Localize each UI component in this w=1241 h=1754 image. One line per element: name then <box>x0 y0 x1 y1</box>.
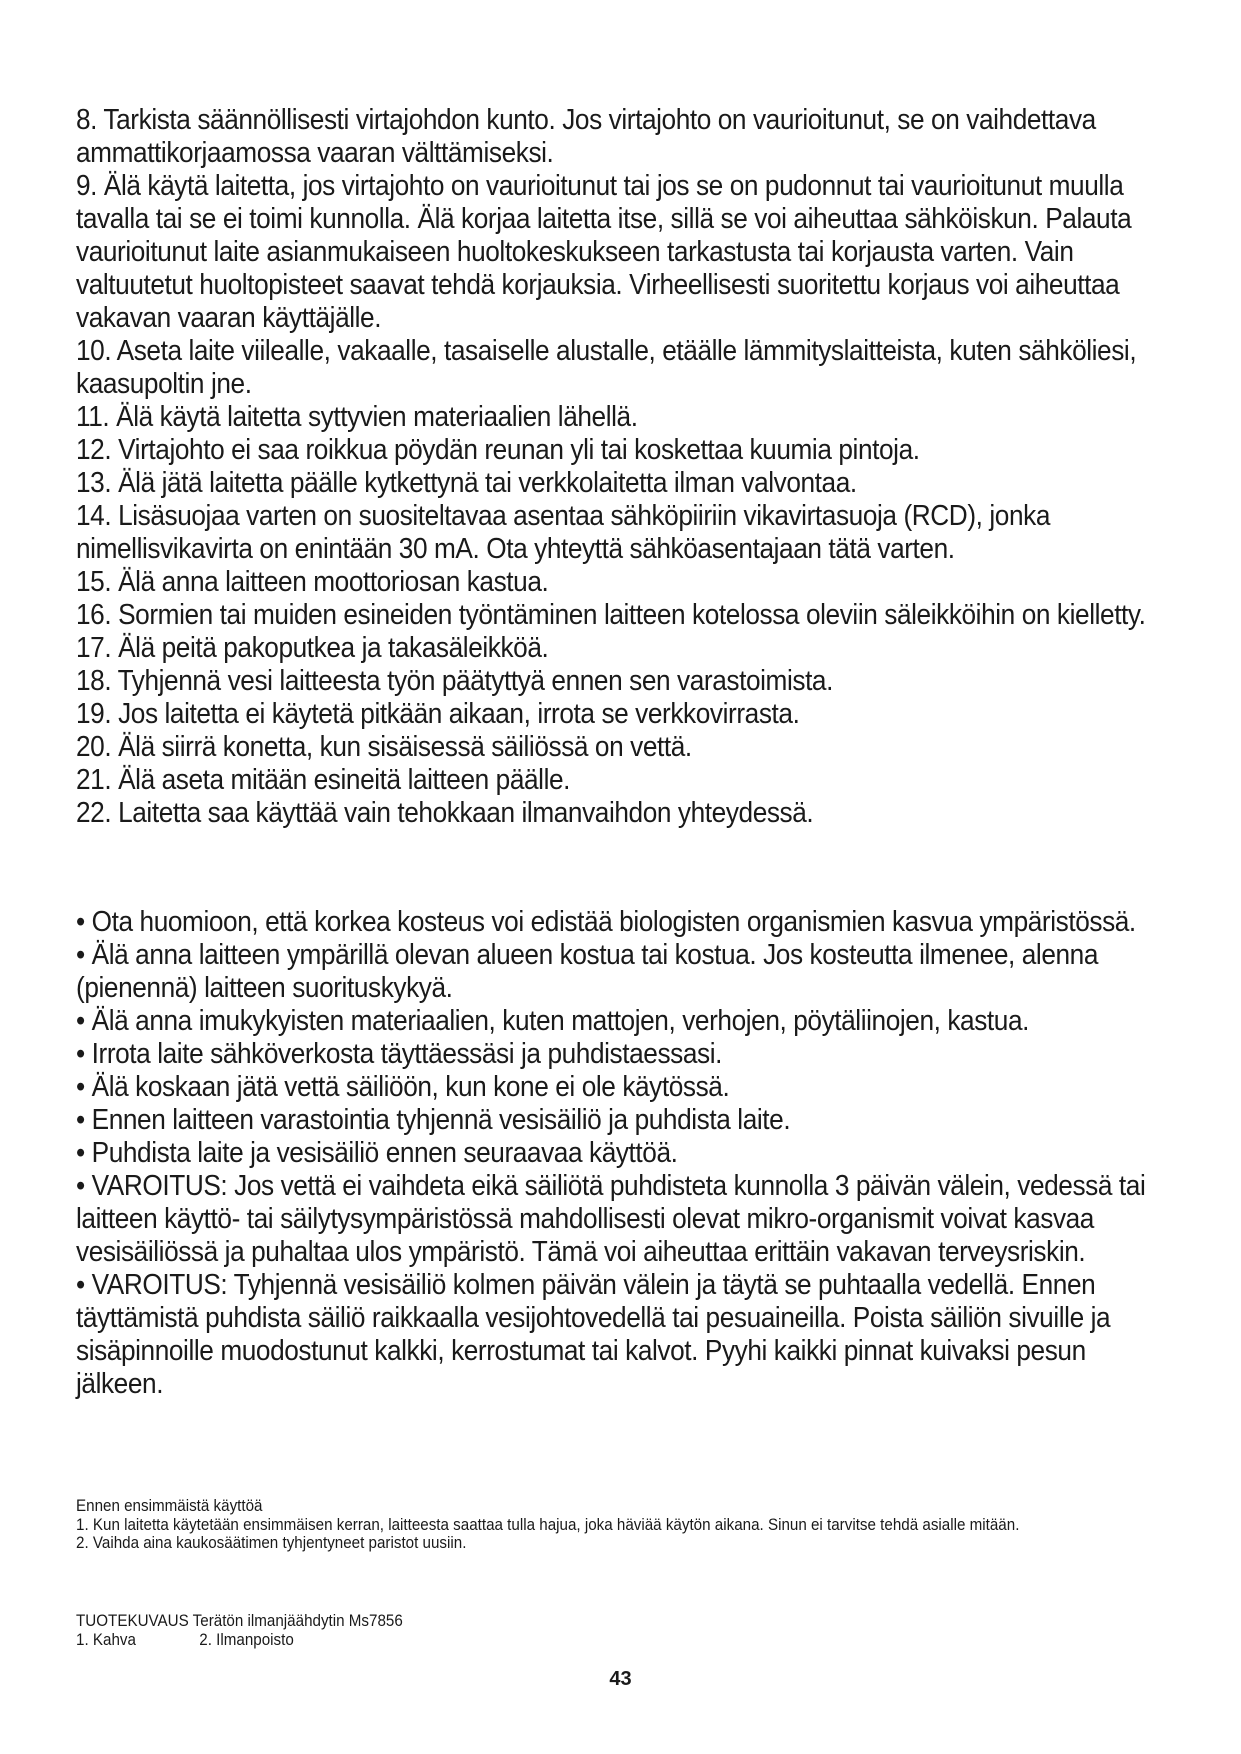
first-use-section <box>76 1497 1166 1553</box>
product-description-section <box>76 1612 1166 1649</box>
first-use-heading: Ennen ensimmäistä käyttöä <box>76 1497 263 1515</box>
safety-rules-list <box>76 104 1166 830</box>
part-label: 2. Ilmanpoisto <box>199 1630 294 1649</box>
bullet-item: • Älä anna laitteen ympärillä olevan alueen kostua tai kostua. Jos kosteutta ilmenee, alenna (pienennä) laitteen suorituskykyä. <box>76 939 1099 1004</box>
bullet-notes-list <box>76 906 1166 1401</box>
part-label: 1. Kahva <box>76 1630 136 1649</box>
rule-item: 16. Sormien tai muiden esineiden työntäminen laitteen kotelossa oleviin säleikköihin on kielletty. <box>76 599 1146 631</box>
rule-item: 20. Älä siirrä konetta, kun sisäisessä säiliössä on vettä. <box>76 731 692 763</box>
bullet-item: • VAROITUS: Jos vettä ei vaihdeta eikä säiliötä puhdisteta kunnolla 3 päivän välein, vedessä tai laitteen käyttö- tai säilytysympäristössä mahdollisesti olevat mikro-organismit voivat kasvaa vesisäiliössä ja puhaltaa ulos ympäristö. Tämä voi aiheuttaa erittäin vakavan terveysriskin. <box>76 1170 1146 1268</box>
parts-row <box>76 1631 1166 1650</box>
rule-item: 10. Aseta laite viilealle, vakaalle, tasaiselle alustalle, etäälle lämmityslaitteista, kuten sähköliesi, kaasupoltin jne. <box>76 335 1137 400</box>
bullet-item: • Älä anna imukykyisten materiaalien, kuten mattojen, verhojen, pöytäliinojen, kastua. <box>76 1005 1030 1037</box>
bullet-item: • Älä koskaan jätä vettä säiliöön, kun kone ei ole käytössä. <box>76 1071 730 1103</box>
rule-item: 13. Älä jätä laitetta päälle kytkettynä tai verkkolaitetta ilman valvontaa. <box>76 467 857 499</box>
bullet-item: • Ennen laitteen varastointia tyhjennä vesisäiliö ja puhdista laite. <box>76 1104 791 1136</box>
page-number: 43 <box>609 1668 632 1690</box>
rule-item: 8. Tarkista säännöllisesti virtajohdon kunto. Jos virtajohto on vaurioitunut, se on vaihdettava ammattikorjaamossa vaaran välttämiseksi. <box>76 104 1096 169</box>
bullet-item: • Ota huomioon, että korkea kosteus voi edistää biologisten organismien kasvua ympäristössä. <box>76 906 1136 938</box>
rule-item: 14. Lisäsuojaa varten on suositeltavaa asentaa sähköpiiriin vikavirtasuoja (RCD), jonka nimellisvikavirta on enintään 30 mA. Ota yhteyttä sähköasentajaan tätä varten. <box>76 500 1050 565</box>
rule-item: 22. Laitetta saa käyttää vain tehokkaan ilmanvaihdon yhteydessä. <box>76 797 814 829</box>
rule-item: 9. Älä käytä laitetta, jos virtajohto on vaurioitunut tai jos se on pudonnut tai vaurioitunut muulla tavalla tai se ei toimi kunnolla. Älä korjaa laitetta itse, sillä se voi aiheuttaa sähköiskun. Palauta vaurioitunut laite asianmukaiseen huoltokeskukseen tarkastusta tai korjausta varten. Vain valtuutetut huoltopisteet saavat tehdä korjauksia. Virheellisesti suoritettu korjaus voi aiheuttaa vakavan vaaran käyttäjälle. <box>76 170 1132 334</box>
rule-item: 12. Virtajohto ei saa roikkua pöydän reunan yli tai koskettaa kuumia pintoja. <box>76 434 920 466</box>
first-use-item: 1. Kun laitetta käytetään ensimmäisen kerran, laitteesta saattaa tulla hajua, joka häviää käytön aikana. Sinun ei tarvitse tehdä asialle mitään. <box>76 1515 1020 1534</box>
rule-item: 21. Älä aseta mitään esineitä laitteen päälle. <box>76 764 571 796</box>
product-description-heading: TUOTEKUVAUS Terätön ilmanjäähdytin Ms7856 <box>76 1612 403 1630</box>
rule-item: 11. Älä käytä laitetta syttyvien materiaalien lähellä. <box>76 401 638 433</box>
bullet-item: • VAROITUS: Tyhjennä vesisäiliö kolmen päivän välein ja täytä se puhtaalla vedellä. Ennen täyttämistä puhdista säiliö raikkaalla vesijohtovedellä tai pesuaineilla. Poista säiliön sivuille ja sisäpinnoille muodostunut kalkki, kerrostumat tai kalvot. Pyyhi kaikki pinnat kuivaksi pesun jälkeen. <box>76 1269 1111 1400</box>
rule-item: 15. Älä anna laitteen moottoriosan kastua. <box>76 566 549 598</box>
rule-item: 19. Jos laitetta ei käytetä pitkään aikaan, irrota se verkkovirrasta. <box>76 698 800 730</box>
rule-item: 18. Tyhjennä vesi laitteesta työn päätyttyä ennen sen varastoimista. <box>76 665 833 697</box>
bullet-item: • Irrota laite sähköverkosta täyttäessäsi ja puhdistaessasi. <box>76 1038 722 1070</box>
rule-item: 17. Älä peitä pakoputkea ja takasäleikköä. <box>76 632 549 664</box>
first-use-item: 2. Vaihda aina kaukosäätimen tyhjentyneet paristot uusiin. <box>76 1534 467 1553</box>
bullet-item: • Puhdista laite ja vesisäiliö ennen seuraavaa käyttöä. <box>76 1137 678 1169</box>
